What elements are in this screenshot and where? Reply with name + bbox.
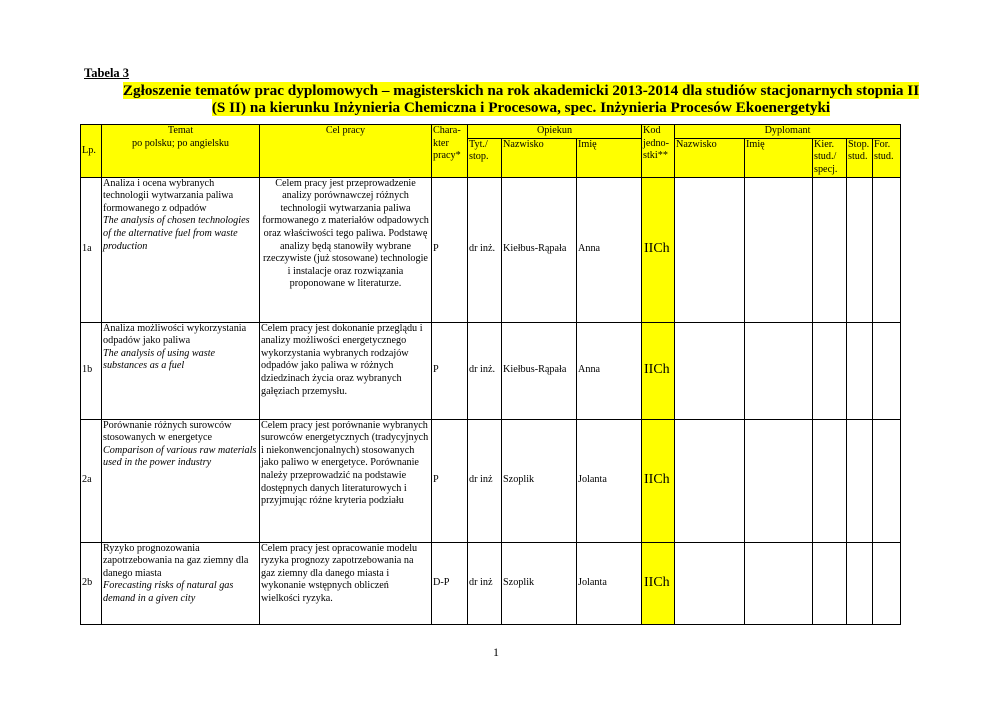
cell-d-nazwisko[interactable] <box>675 542 745 624</box>
header-cel: Cel pracy <box>260 125 432 178</box>
topics-table <box>80 124 901 625</box>
cell-stop[interactable] <box>847 419 873 542</box>
row-unit: IICh <box>642 322 675 419</box>
cell-d-nazwisko[interactable] <box>675 177 745 322</box>
row-title: dr inż. <box>468 322 502 419</box>
title-line-2: (S II) na kierunku Inżynieria Chemiczna i Procesowa, spec. Inżynieria Procesów Ekoenergetyki <box>211 99 831 116</box>
row-topic <box>102 542 260 624</box>
header-d-imie: Imię <box>745 138 813 177</box>
cell-kier[interactable] <box>813 419 847 542</box>
row-name: Anna <box>577 177 642 322</box>
row-unit: IICh <box>642 542 675 624</box>
cell-d-nazwisko[interactable] <box>675 322 745 419</box>
row-name: Anna <box>577 322 642 419</box>
table-row <box>81 419 901 542</box>
cell-d-nazwisko[interactable] <box>675 419 745 542</box>
table-label: Tabela 3 <box>84 66 130 80</box>
cell-kier[interactable] <box>813 542 847 624</box>
cell-d-imie[interactable] <box>745 542 813 624</box>
header-stop: Stop. stud. <box>847 138 873 177</box>
cell-for[interactable] <box>873 542 901 624</box>
page-number: 1 <box>493 645 499 659</box>
topic-pl: Ryzyko prognozowania zapotrzebowania na gaz ziemny dla danego miasta <box>103 542 249 579</box>
row-lp: 2a <box>81 419 102 542</box>
row-title: dr inż. <box>468 177 502 322</box>
header-opiekun: Opiekun <box>468 125 642 139</box>
row-surname: Szoplik <box>502 419 577 542</box>
table-row <box>81 542 901 624</box>
header-charakter: Chara-kter pracy* <box>432 125 468 178</box>
row-topic <box>102 177 260 322</box>
topic-en: Comparison of various raw materials used in the power industry <box>103 444 257 469</box>
row-type: P <box>432 419 468 542</box>
row-goal: Celem pracy jest dokonanie przeglądu i analizy możliwości energetycznego wykorzystania wybranych rodzajów odpadów jako paliwa w różnych dziedzinach życia oraz wybranych gałęziach przemysłu. <box>260 322 432 419</box>
row-topic <box>102 419 260 542</box>
title-line-1: Zgłoszenie tematów prac dyplomowych – magisterskich na rok akademicki 2013-2014 dla studiów stacjonarnych stopnia II <box>122 82 920 99</box>
row-goal: Celem pracy jest opracowanie modelu ryzyka prognozy zapotrzebowania na gaz ziemny dla danego miasta i wykonanie wstępnych obliczeń wielkości ryzyka. <box>260 542 432 624</box>
table-row <box>81 177 901 322</box>
header-for: For. stud. <box>873 138 901 177</box>
row-goal: Celem pracy jest porównanie wybranych surowców energetycznych (tradycyjnych i niekonwencjonalnych) stosowanych jako paliwo w energetyce. Porównanie należy przeprowadzić na podstawie dostępnych danych literaturowych i przyjmując różne kryteria podziału <box>260 419 432 542</box>
header-tyt: Tyt./ stop. <box>468 138 502 177</box>
header-row <box>81 125 901 139</box>
row-name: Jolanta <box>577 542 642 624</box>
cell-kier[interactable] <box>813 322 847 419</box>
row-surname: Kiełbus-Rąpała <box>502 322 577 419</box>
row-name: Jolanta <box>577 419 642 542</box>
row-lp: 1b <box>81 322 102 419</box>
table-row <box>81 322 901 419</box>
topic-en: The analysis of chosen technologies of the alternative fuel from waste production <box>103 215 250 252</box>
header-temat-label: Temat <box>167 125 194 136</box>
header-kier: Kier. stud./ specj. <box>813 138 847 177</box>
header-lp: Lp. <box>81 125 102 178</box>
header-temat <box>102 125 260 178</box>
row-lp: 2b <box>81 542 102 624</box>
row-surname: Szoplik <box>502 542 577 624</box>
row-unit: IICh <box>642 177 675 322</box>
cell-stop[interactable] <box>847 322 873 419</box>
row-goal: Celem pracy jest przeprowadzenie analizy porównawczej różnych technologii wytwarzania paliwa formowanego z materiałów odpadowych oraz właściwości tego paliwa. Podstawę analizy będą stanowiły wybrane rzeczywiste (już stosowane) technologie i instalacje oraz rozwiązania proponowane w literaturze. <box>260 177 432 322</box>
cell-stop[interactable] <box>847 177 873 322</box>
row-type: D-P <box>432 542 468 624</box>
header-temat-sub: po polsku; po angielsku <box>131 137 230 149</box>
topic-pl: Porównanie różnych surowców stosowanych w energetyce <box>103 419 232 444</box>
topic-pl: Analiza i ocena wybranych technologii wytwarzania paliwa formowanego z odpadów <box>103 177 234 214</box>
page-title <box>84 82 958 116</box>
row-title: dr inż <box>468 419 502 542</box>
cell-for[interactable] <box>873 177 901 322</box>
topic-en: The analysis of using waste substances as a fuel <box>103 347 216 372</box>
cell-d-imie[interactable] <box>745 177 813 322</box>
header-dyplomant: Dyplomant <box>675 125 901 139</box>
row-unit: IICh <box>642 419 675 542</box>
cell-kier[interactable] <box>813 177 847 322</box>
row-topic <box>102 322 260 419</box>
row-surname: Kiełbus-Rąpała <box>502 177 577 322</box>
row-title: dr inż <box>468 542 502 624</box>
header-kod: Kod jedno-stki** <box>642 125 675 178</box>
cell-for[interactable] <box>873 322 901 419</box>
row-type: P <box>432 322 468 419</box>
row-type: P <box>432 177 468 322</box>
topic-en: Forecasting risks of natural gas demand in a given city <box>103 580 234 604</box>
cell-stop[interactable] <box>847 542 873 624</box>
header-imie: Imię <box>577 138 642 177</box>
header-d-nazwisko: Nazwisko <box>675 138 745 177</box>
cell-for[interactable] <box>873 419 901 542</box>
header-nazwisko: Nazwisko <box>502 138 577 177</box>
topic-pl: Analiza możliwości wykorzystania odpadów jako paliwa <box>103 322 247 347</box>
cell-d-imie[interactable] <box>745 419 813 542</box>
row-lp: 1a <box>81 177 102 322</box>
cell-d-imie[interactable] <box>745 322 813 419</box>
